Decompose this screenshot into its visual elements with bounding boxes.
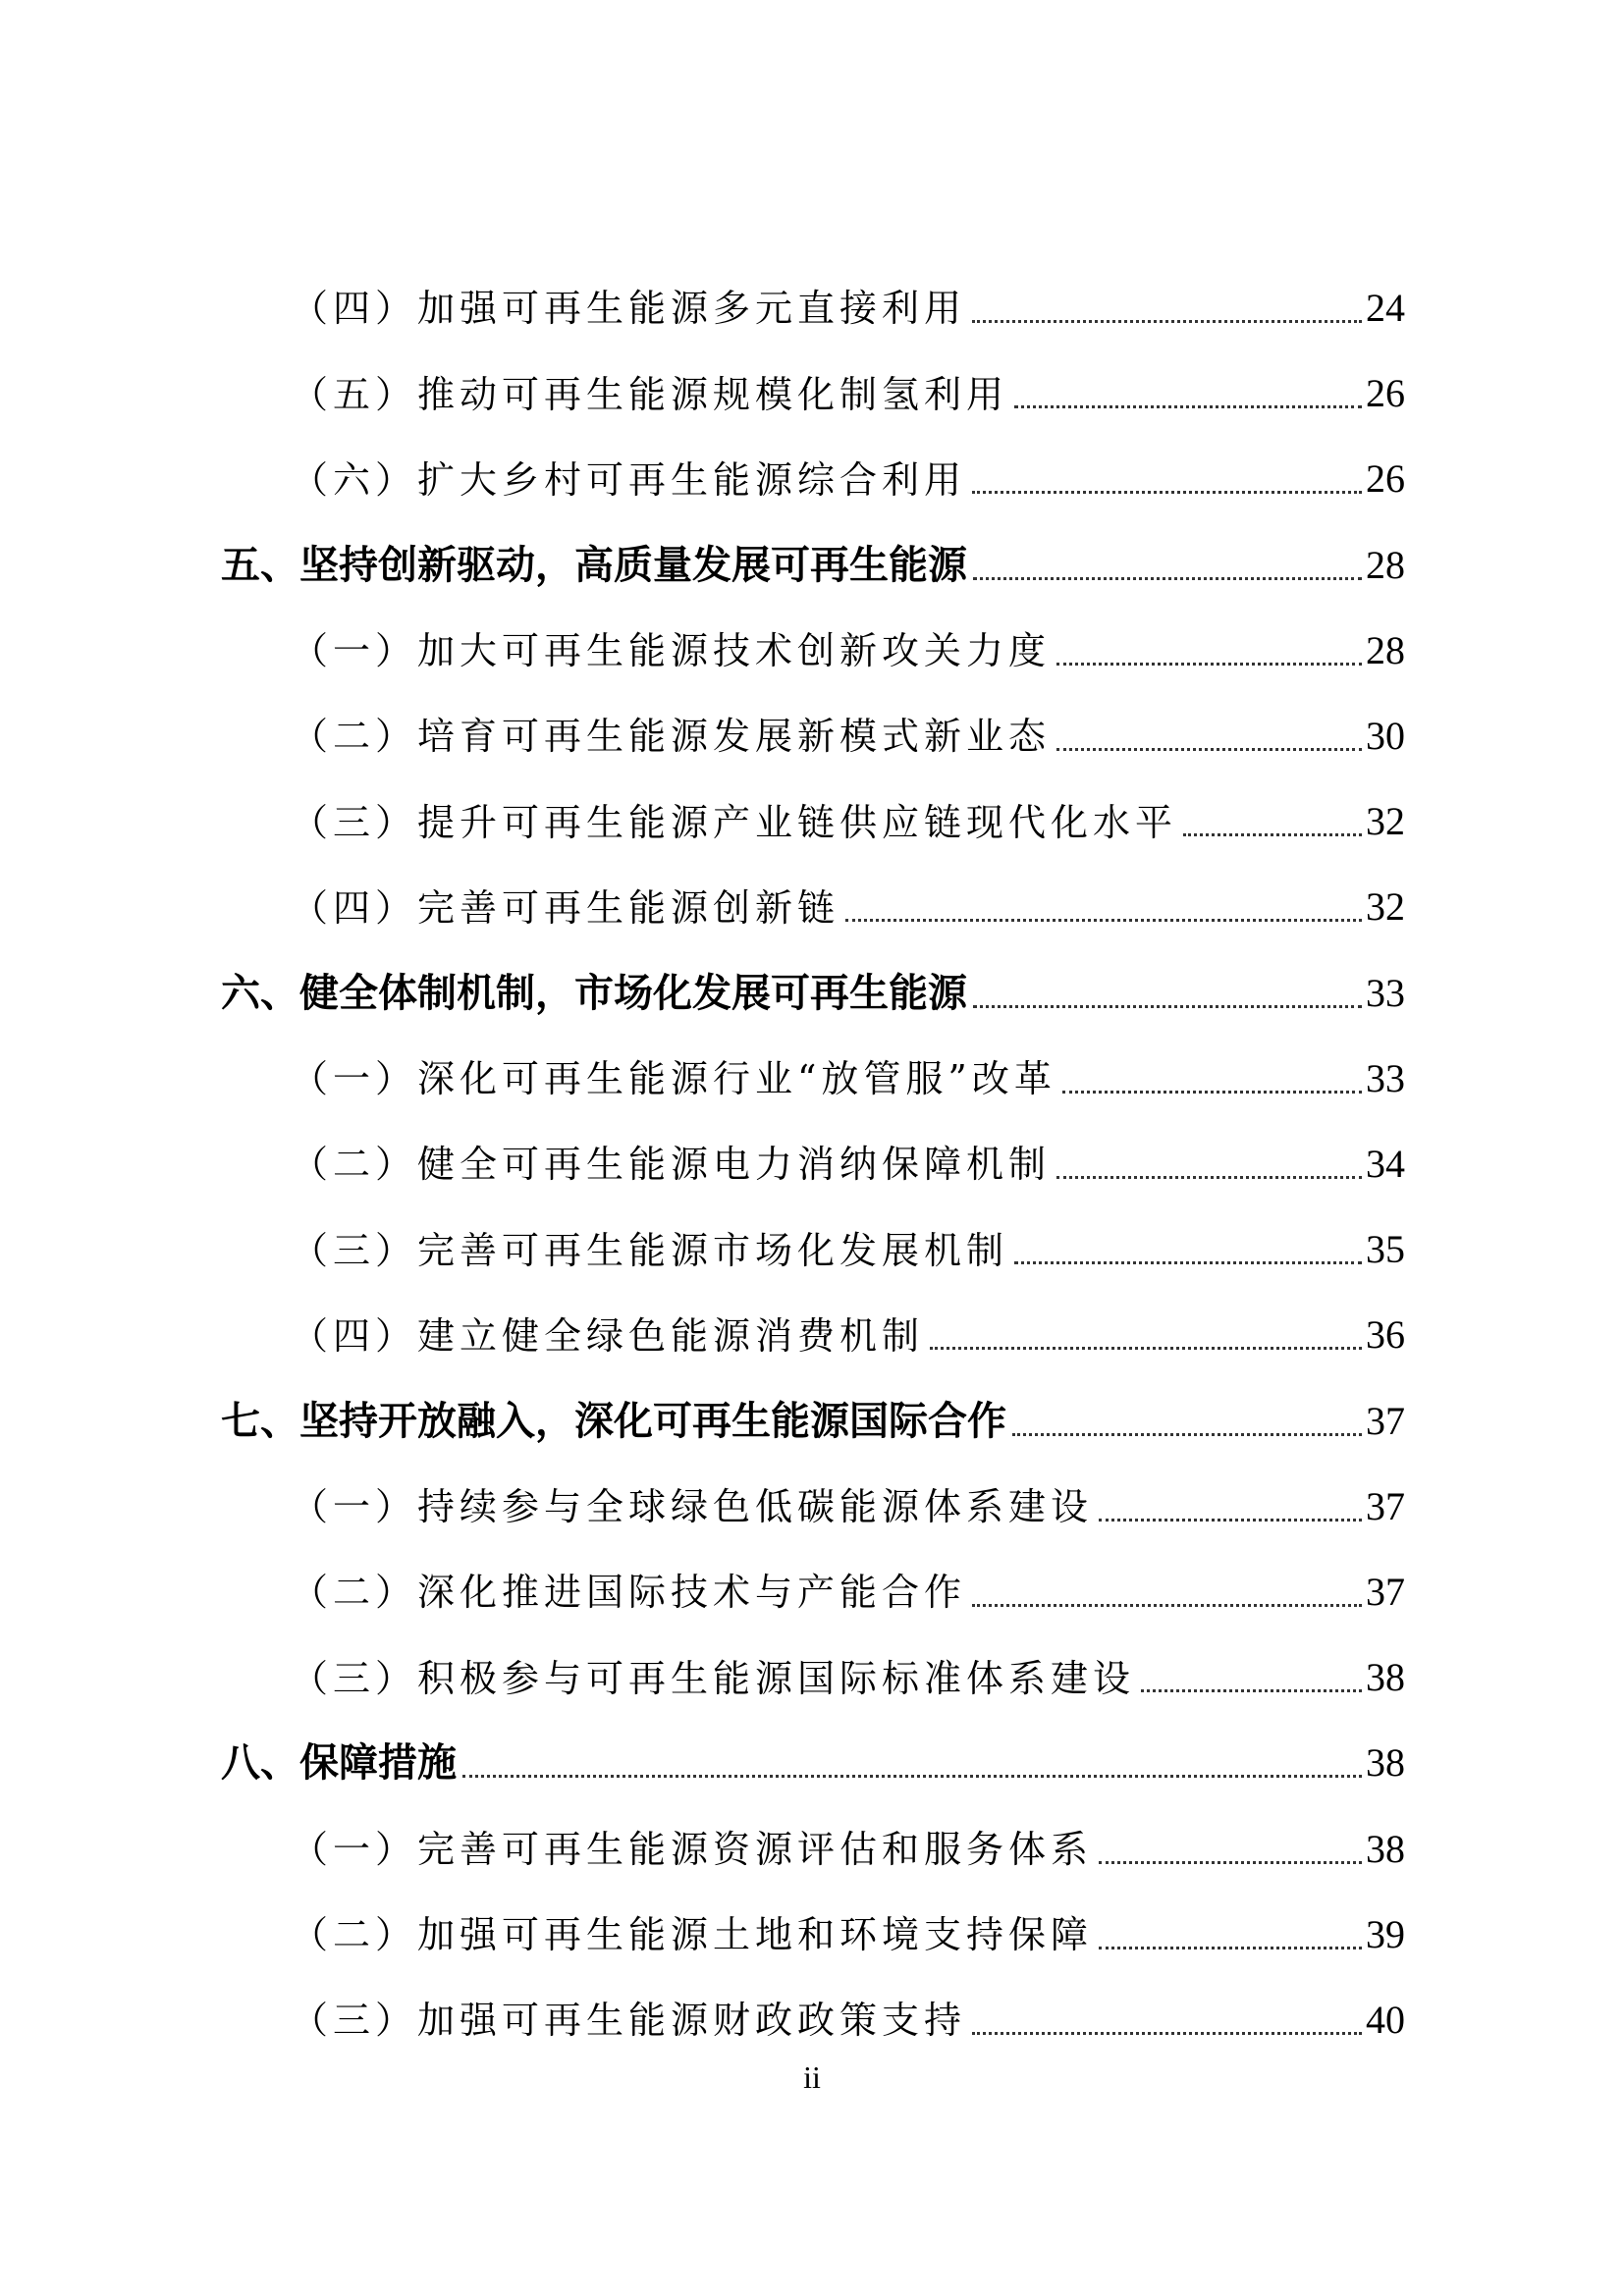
toc-entry-title: （五）推动可再生能源规模化制氢利用 <box>291 372 1009 416</box>
toc-chapter-entry <box>0 530 1624 589</box>
toc-entry-page-number: 32 <box>1366 799 1405 844</box>
toc-entry-page-number: 37 <box>1366 1483 1405 1528</box>
toc-entry-page-number: 32 <box>1366 884 1405 930</box>
toc-entry-title: 六、健全体制机制，市场化发展可再生能源 <box>221 970 967 1016</box>
toc-entry-title: 七、坚持开放融入，深化可再生能源国际合作 <box>221 1398 1006 1444</box>
toc-chapter-entry <box>0 1728 1624 1787</box>
toc-chapter-entry <box>0 958 1624 1017</box>
toc-section-entry <box>0 1985 1624 2044</box>
toc-chapter-entry <box>0 1386 1624 1445</box>
toc-dot-leader <box>972 1604 1362 1607</box>
toc-entry-title: （二）深化推进国际技术与产能合作 <box>291 1571 967 1615</box>
toc-entry-page-number: 28 <box>1366 542 1405 587</box>
toc-entry-page-number: 30 <box>1366 714 1405 758</box>
toc-entry-title: （一）持续参与全球绿色低碳能源体系建设 <box>291 1485 1094 1529</box>
toc-dot-leader <box>930 1347 1362 1350</box>
toc-entry-title: （四）建立健全绿色能源消费机制 <box>291 1313 925 1358</box>
toc-dot-leader <box>972 491 1362 494</box>
toc-entry-title: （一）完善可再生能源资源评估和服务体系 <box>291 1828 1094 1871</box>
toc-entry-page-number: 26 <box>1366 371 1405 416</box>
toc-entry-title: （二）加强可再生能源土地和环境支持保障 <box>291 1913 1094 1957</box>
toc-entry-page-number: 37 <box>1366 1570 1405 1614</box>
toc-dot-leader <box>972 2032 1362 2035</box>
toc-section-entry <box>0 273 1624 332</box>
toc-entry-page-number: 38 <box>1366 1740 1405 1786</box>
toc-section-entry <box>0 1899 1624 1958</box>
toc-dot-leader <box>972 320 1362 323</box>
toc-dot-leader <box>1012 1433 1362 1436</box>
toc-entry-page-number: 34 <box>1366 1142 1405 1186</box>
toc-dot-leader <box>1099 1861 1362 1864</box>
toc-dot-leader <box>1183 833 1362 836</box>
toc-entry-title: 五、坚持创新驱动，高质量发展可再生能源 <box>221 542 967 588</box>
toc-entry-page-number: 33 <box>1366 1055 1405 1100</box>
toc-section-entry <box>0 615 1624 674</box>
toc-entry-title: （四）完善可再生能源创新链 <box>291 885 840 930</box>
toc-entry-page-number: 26 <box>1366 456 1405 502</box>
toc-section-entry <box>0 1814 1624 1873</box>
toc-section-entry <box>0 1300 1624 1359</box>
toc-section-entry <box>0 1214 1624 1273</box>
toc-entry-page-number: 38 <box>1366 1826 1405 1871</box>
toc-entry-title: （二）健全可再生能源电力消纳保障机制 <box>291 1143 1052 1187</box>
toc-dot-leader <box>1099 1947 1362 1949</box>
toc-dot-leader <box>1062 1091 1362 1094</box>
toc-entry-title: （一）深化可再生能源行业“放管服”改革 <box>291 1057 1056 1101</box>
toc-section-entry <box>0 786 1624 845</box>
toc-dot-leader <box>1056 1176 1362 1179</box>
toc-section-entry <box>0 1471 1624 1530</box>
toc-entry-page-number: 39 <box>1366 1911 1405 1956</box>
toc-section-entry <box>0 1642 1624 1701</box>
toc-dot-leader <box>1099 1519 1362 1522</box>
toc-section-entry <box>0 701 1624 760</box>
toc-dot-leader <box>973 577 1362 580</box>
toc-entry-page-number: 38 <box>1366 1655 1405 1700</box>
toc-section-entry <box>0 872 1624 931</box>
toc-section-entry <box>0 358 1624 417</box>
toc-dot-leader <box>973 1005 1362 1008</box>
toc-entry-page-number: 37 <box>1366 1398 1405 1443</box>
toc-entry-title: （三）完善可再生能源市场化发展机制 <box>291 1228 1009 1272</box>
toc-section-entry <box>0 1043 1624 1102</box>
toc-section-entry <box>0 444 1624 503</box>
toc-entry-title: （四）加强可再生能源多元直接利用 <box>291 287 967 331</box>
toc-dot-leader <box>1014 1261 1362 1264</box>
toc-entry-page-number: 36 <box>1366 1312 1405 1358</box>
toc-entry-page-number: 40 <box>1366 1998 1405 2042</box>
toc-dot-leader <box>1056 748 1362 751</box>
toc-entry-page-number: 33 <box>1366 970 1405 1015</box>
toc-entry-title: （六）扩大乡村可再生能源综合利用 <box>291 457 967 502</box>
page-number: ii <box>803 2059 821 2095</box>
toc-dot-leader <box>462 1775 1362 1778</box>
toc-section-entry <box>0 1129 1624 1188</box>
toc-entry-title: （一）加大可再生能源技术创新攻关力度 <box>291 629 1052 673</box>
toc-section-entry <box>0 1557 1624 1616</box>
toc-entry-title: （三）积极参与可再生能源国际标准体系建设 <box>291 1656 1136 1700</box>
toc-dot-leader <box>1056 663 1362 666</box>
toc-entry-page-number: 28 <box>1366 627 1405 672</box>
toc-entry-title: （三）提升可再生能源产业链供应链现代化水平 <box>291 800 1178 844</box>
toc-dot-leader <box>1141 1689 1362 1692</box>
toc-dot-leader <box>845 919 1362 922</box>
toc-entry-page-number: 35 <box>1366 1227 1405 1272</box>
toc-entry-title: （三）加强可再生能源财政政策支持 <box>291 1999 967 2043</box>
toc-dot-leader <box>1014 405 1362 408</box>
toc-entry-title: 八、保障措施 <box>221 1740 457 1787</box>
toc-entry-page-number: 24 <box>1366 286 1405 330</box>
toc-entry-title: （二）培育可再生能源发展新模式新业态 <box>291 715 1052 759</box>
